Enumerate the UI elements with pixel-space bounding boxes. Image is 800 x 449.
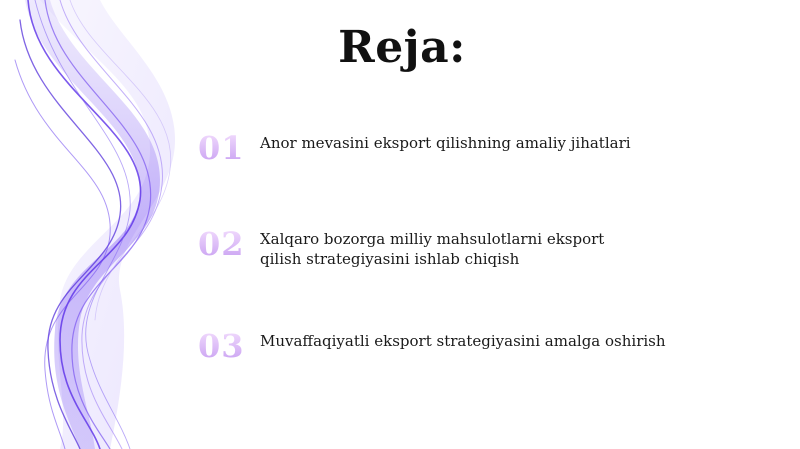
item-text: Xalqaro bozorga milliy mahsulotlarni eksport qilish strategiyasini ishlab chiqish bbox=[260, 230, 605, 268]
list-item bbox=[198, 129, 718, 167]
item-text: Muvaffaqiyatli eksport strategiyasini amalga oshirish bbox=[260, 332, 666, 350]
slide-title: Reja: bbox=[338, 22, 466, 73]
list-item bbox=[198, 225, 718, 269]
item-text: Anor mevasini eksport qilishning amaliy jihatlari bbox=[260, 134, 631, 152]
item-number: 01 bbox=[198, 132, 260, 164]
item-number: 02 bbox=[198, 228, 260, 260]
item-number: 03 bbox=[198, 330, 260, 362]
list-item bbox=[198, 327, 718, 365]
